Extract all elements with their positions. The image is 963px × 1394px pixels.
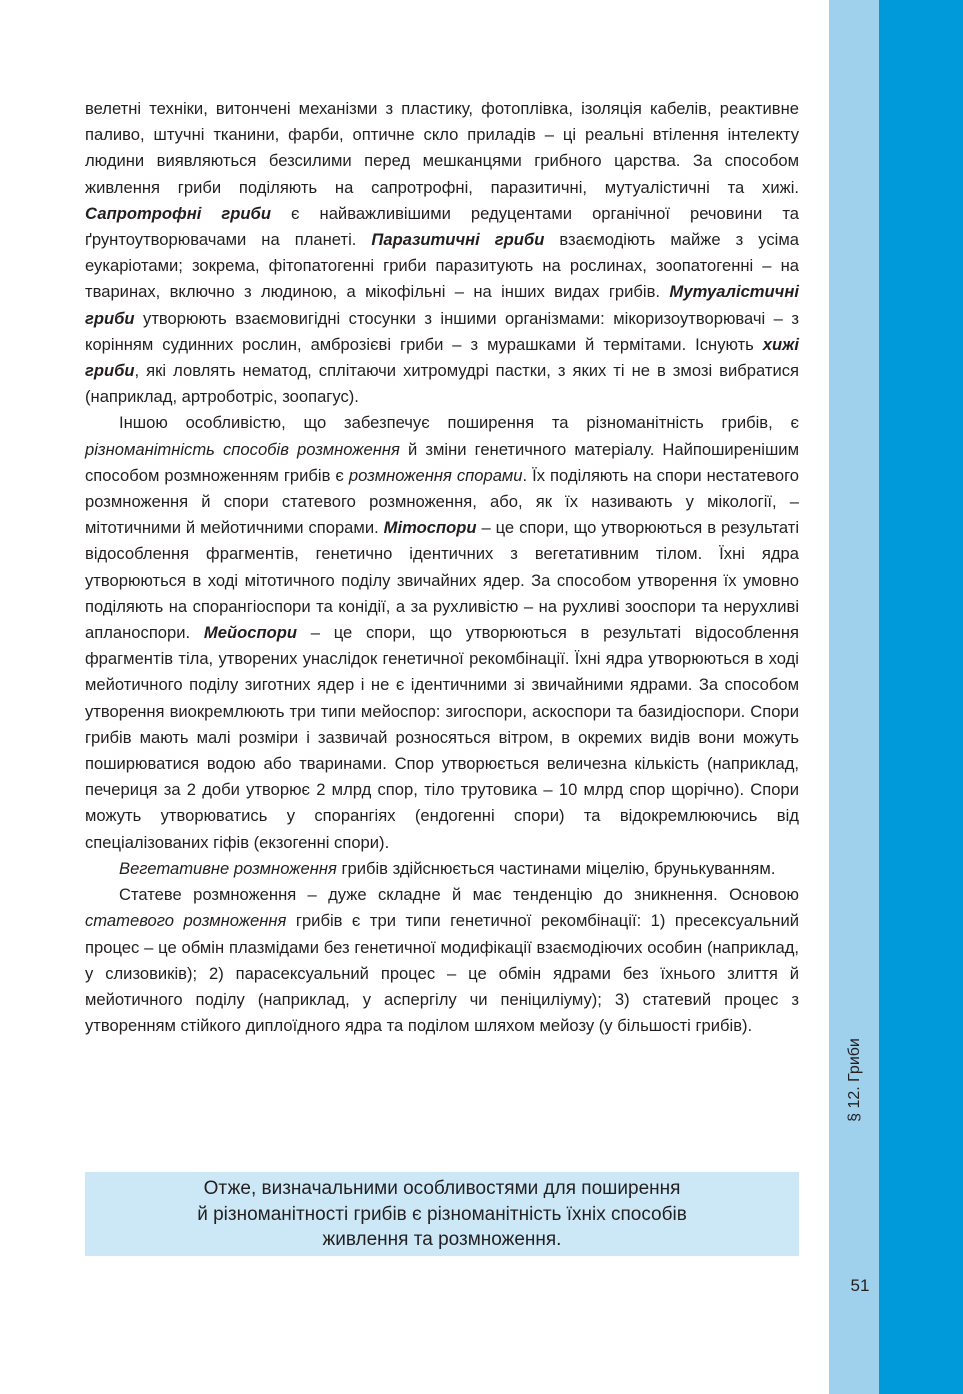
page-edge-stripe-dark: [879, 0, 963, 1394]
summary-line-2: й різноманітності грибів є різноманітність їхніх способів: [197, 1203, 687, 1225]
page-edge-stripe-light: [829, 0, 879, 1394]
term-bold-italic: Сапротрофні гриби: [85, 203, 271, 223]
summary-box: [85, 1172, 799, 1256]
term-bold-italic: Мутуалістичні гриби: [85, 282, 799, 328]
summary-line-3: живлення та розмноження.: [322, 1229, 562, 1250]
text-run: взаємодіють майже з усіма еукаріотами; зокрема, фітопатогенні гриби паразитують на рослинах, зоопатогенні – на тваринах, включно з людиною, а мікофільні – на інших видах грибів.: [85, 230, 799, 302]
text-run: грибів здійснюється частинами міцелію, брунькуванням.: [336, 858, 776, 878]
paragraph: [85, 856, 799, 882]
term-bold-italic: Паразитичні гриби: [371, 230, 545, 250]
body-text: [85, 96, 799, 1039]
term-bold-italic: Мітоспори: [383, 518, 477, 538]
term-italic: статевого розмноження: [85, 911, 287, 931]
text-run: утворюють взаємовигідні стосунки з іншими організмами: мікоризоутворювачі – з корінням судинних рослин, амброзієві гриби – з мурашками й термітами. Існують: [85, 308, 799, 354]
term-bold-italic: хижі гриби: [85, 334, 799, 381]
text-run: є найважливішими редуцентами органічної речовини та ґрунтоутворювачами на планеті.: [85, 203, 799, 250]
page-number: 51: [850, 1276, 870, 1295]
text-run: велетні техніки, витончені механізми з пластику, фотоплівка, ізоляція кабелів, реактивне паливо, штучні тканини, фарби, оптичне скло приладів – ці реальні втілення інтелекту людини виявляються безсилими перед мешканцями грибного царства. За способом живлення гриби поділяють на сапротрофні, паразитичні, мутуалістичні та хижі.: [85, 99, 799, 197]
text-run: , які ловлять нематод, сплітаючи хитромудрі пастки, з яких ті не в змозі вибратися (наприклад, артроботріс, зоопагус).: [85, 361, 799, 407]
paragraph: [85, 882, 799, 1039]
text-run: – це спори, що утворюються в результаті відособлення фрагментів тіла, утворених унаслідок генетичної рекомбінації. Їхні ядра утворюються в ході мейотичного поділу зиготних ядер і не є ідентичними зі звичайними ядрами. За способом утворення виокремлюють три типи мейоспор: зигоспори, аскоспори та базидіоспори. Спори грибів мають малі розміри і зазвичай розносяться вітром, в окремих видів вони можуть поширюватися водою або тваринами. Спор утворюється величезна кількість (наприклад, печериця за 2 доби утворює 2 млрд спор, тіло трутовика – 10 млрд спор щорічно). Спори можуть утворюватись у спорангіях (ендогенні спори) та відокремлюючись від спеціалізованих гіфів (екзогенні спори).: [85, 623, 800, 852]
term-bold-italic: Мейоспори: [203, 623, 297, 643]
summary-line-1: Отже, визначальними особливостями для поширення: [203, 1178, 681, 1199]
paragraph: [85, 410, 799, 855]
text-run: Статеве розмноження – дуже складне й має тенденцію до зникнення. Основою: [119, 885, 799, 905]
term-italic: розмноження спорами: [348, 465, 523, 485]
text-run: й зміни генетичного матеріалу. Найпоширенішим способом розмноженням грибів є: [85, 439, 799, 485]
text-run: – це спори, що утворюються в результаті відособлення фрагментів, генетично ідентичних з вегетативним тілом. Їхні ядра утворюються в ході мітотичного поділу звичайних ядер. За способом утворення їх умовно поділяють на спорангіоспори та конідії, а за рухливістю – на рухливі зооспори та нерухливі апланоспори.: [85, 518, 800, 643]
term-italic: різноманітність способів розмноження: [85, 439, 400, 459]
term-italic: Вегетативне розмноження: [119, 858, 337, 878]
section-label: § 12. Гриби: [846, 1038, 863, 1122]
text-run: Іншою особливістю, що забезпечує поширення та різноманітність грибів, є: [119, 413, 799, 433]
text-run: . Їх поділяють на спори нестатевого розмноження й спори статевого розмноження, або, як їх називають у мікології, – мітотичними й мейотичними спорами.: [85, 465, 799, 538]
text-run: грибів є три типи генетичної рекомбінації: 1) пресексуальний процес – це обмін плазмідами без генетичної модифікації взаємодіючих особин (наприклад, у слизовиків); 2) парасексуальний процес – це обмін ядрами без їхнього злиття й мейотичного поділу (наприклад, у аспергілу чи пеніциліуму); 3) статевий процес з утворенням стійкого диплоїдного ядра та поділом шляхом мейозу (у більшості грибів).: [85, 911, 800, 1036]
paragraph: [85, 96, 799, 410]
